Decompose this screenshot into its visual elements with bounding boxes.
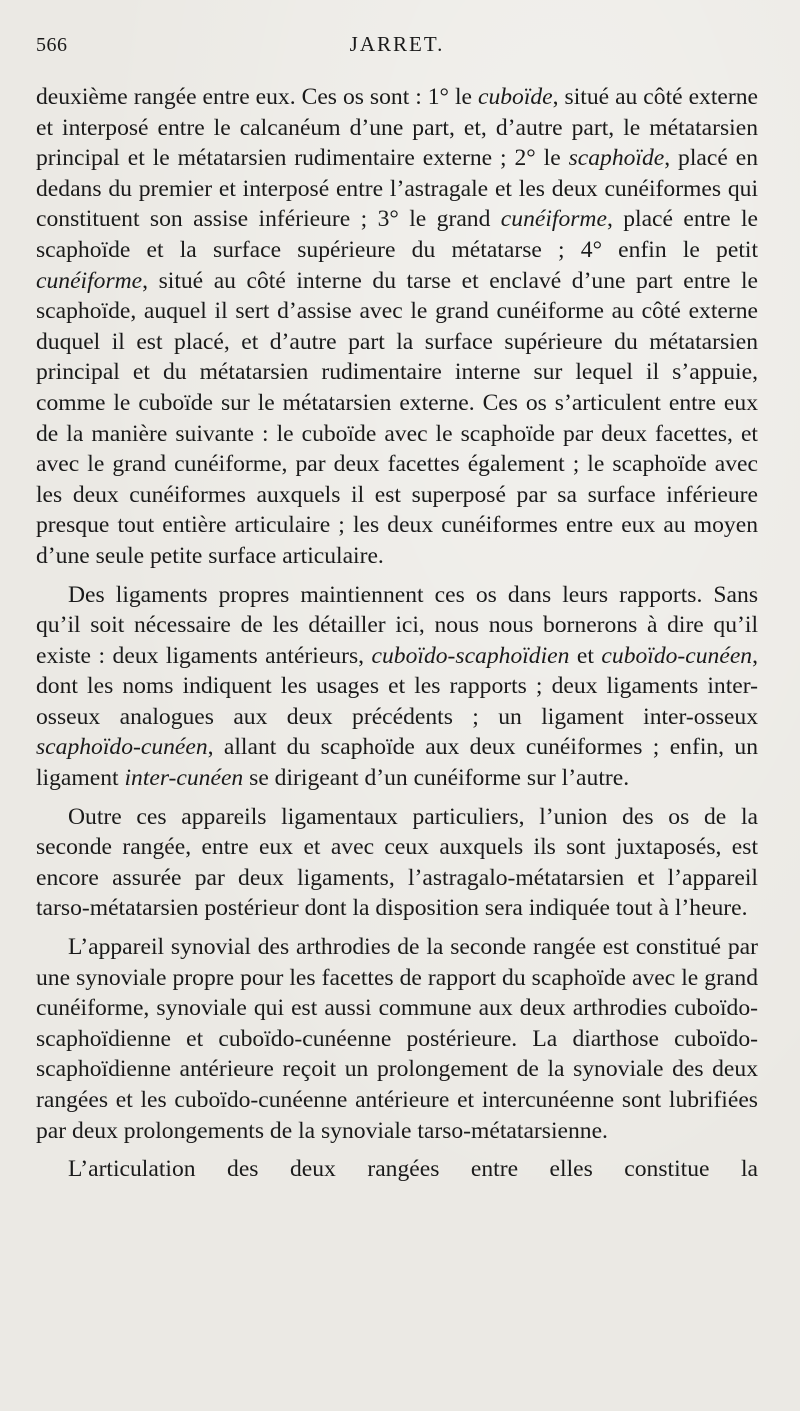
paragraph-synovial: [36, 932, 758, 1146]
text-run: se dirigeant d’un cunéiforme sur l’autre.: [243, 765, 630, 792]
text-run: , placé entre le scaphoïde et la surface supérieure du métatarse ; 4° enfin le petit: [36, 206, 758, 263]
italic-term: inter-cunéen: [124, 765, 244, 792]
text-run: deuxième rangée entre eux. Ces os sont : 1° le: [36, 84, 478, 110]
italic-term: scaphoïde: [568, 145, 665, 172]
italic-term: cunéiforme: [36, 267, 143, 294]
paragraph-articulation: [36, 1154, 758, 1185]
running-head: [36, 30, 758, 64]
text-run: , dont les noms indiquent les usages et les rapports ; deux ligaments inter-osseux analogues aux deux précédents ; un ligament inter-osseux: [36, 642, 759, 730]
italic-term: cuboïde: [477, 84, 553, 110]
paragraph-ligaments: [36, 580, 758, 794]
italic-term: cuboïdo-cunéen: [601, 642, 753, 669]
text-run: L’articulation des deux rangées entre elles constitue la: [68, 1156, 758, 1183]
paragraph-bone-description: [36, 82, 758, 572]
running-title: JARRET.: [349, 32, 445, 56]
paragraph-union: [36, 802, 758, 924]
text-run: , situé au côté interne du tarse et enclavé d’une part entre le scaphoïde, auquel il sert d’assise avec le grand cunéiforme au côté externe duquel il est placé, et d’autre part la surface supérieure du métatarsien principal et du métatarsien rudimentaire interne sur lequel il s’appuie, comme le cuboïde sur le métatarsien externe. Ces os s’articulent entre eux de la manière suivante : le cuboïde avec le scaphoïde par deux facettes, et avec le grand cunéiforme, par deux facettes également ; le scaphoïde avec les deux cunéiformes auxquels il est superposé par sa surface inférieure presque tout entière articulaire ; les deux cunéiformes entre eux au moyen d’une seule petite surface articulaire.: [36, 267, 758, 569]
text-run: , allant du scaphoïde aux deux cunéiformes ; enfin, un ligament: [36, 734, 758, 792]
italic-term: cunéiforme: [500, 206, 607, 233]
italic-term: cuboïdo-scaphoïdien: [371, 642, 570, 669]
body-text: [36, 82, 758, 1185]
text-run: , placé en dedans du premier et interposé entre l’astragale et les deux cunéiformes qui constituent son assise inférieure ; 3° le grand: [36, 145, 758, 233]
text-run: Outre ces appareils ligamentaux particuliers, l’union des os de la seconde rangée, entre eux et avec ceux auxquels ils sont juxtaposés, est encore assurée par deux ligaments, l’astragalo-métatarsien et l’appareil tarso-métatarsien postérieur dont la disposition sera indiquée tout à l’heure.: [36, 803, 758, 922]
text-run: , situé au côté externe et interposé entre le calcanéum d’une part, et, d’autre part, le métatarsien principal et le métatarsien rudimentaire externe ; 2° le: [36, 84, 758, 172]
text-run: Des ligaments propres maintiennent ces os dans leurs rapports. Sans qu’il soit nécessaire de les détailler ici, nous nous bornerons à dire qu’il existe : deux ligaments antérieurs,: [36, 581, 758, 669]
italic-term: scaphoïdo-cunéen: [36, 734, 208, 761]
text-run: L’appareil synovial des arthrodies de la seconde rangée est constitué par une synoviale propre pour les facettes de rapport du scaphoïde avec le grand cunéiforme, synoviale qui est aussi commune aux deux arthrodies cuboïdo-scaphoïdienne et cuboïdo-cunéenne postérieure. La diarthose cuboïdo-scaphoïdienne antérieure reçoit un prolongement de la synoviale des deux rangées et les cuboïdo-cunéenne antérieure et intercunéenne sont lubrifiées par deux prolongements de la synoviale tarso-métatarsienne.: [36, 934, 758, 1144]
page-number: 566: [36, 34, 68, 56]
text-run: et: [569, 642, 602, 669]
